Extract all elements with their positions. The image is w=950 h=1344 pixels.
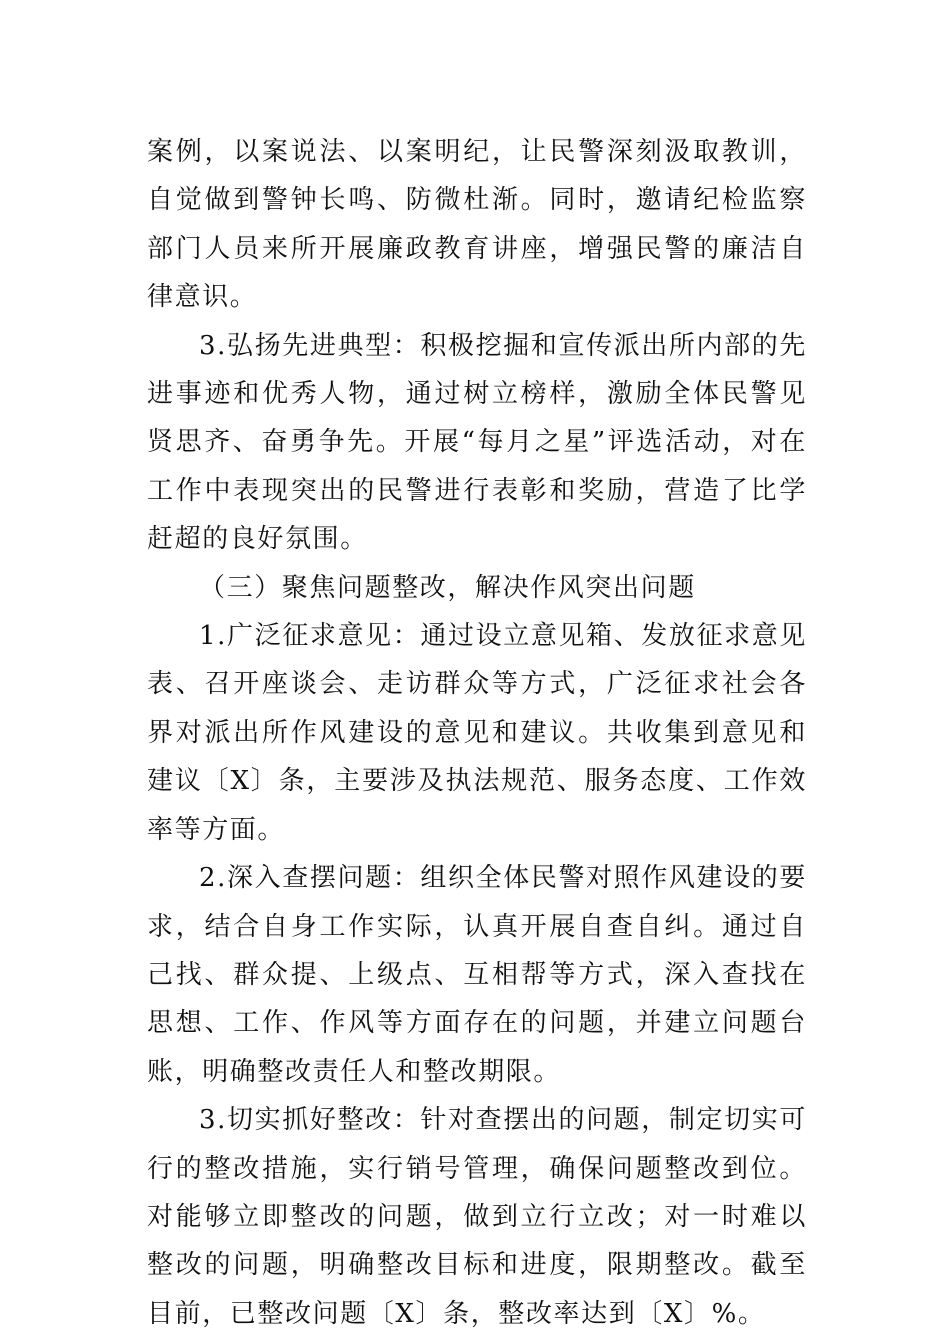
paragraph-case-study: 案例，以案说法、以案明纪，让民警深刻汲取教训，自觉做到警钟长鸣、防微杜渐。同时，邀请纪检监察部门人员来所开展廉政教育讲座，增强民警的廉洁自律意识。 xyxy=(147,137,807,313)
document-body xyxy=(147,128,807,1338)
paragraph-solicit-opinions: 1.广泛征求意见：通过设立意见箱、发放征求意见表、召开座谈会、走访群众等方式，广泛征求社会各界对派出所作风建设的意见和建议。共收集到意见和建议〔X〕条，主要涉及执法规范、服务态度、工作效率等方面。 xyxy=(147,621,807,845)
paragraph-rectify-problems: 3.切实抓好整改：针对查摆出的问题，制定切实可行的整改措施，实行销号管理，确保问题整改到位。对能够立即整改的问题，做到立行立改；对一时难以整改的问题，明确整改目标和进度，限期整改。截至目前，已整改问题〔X〕条，整改率达到〔X〕%。 xyxy=(147,1105,807,1329)
paragraph-promote-models: 3.弘扬先进典型：积极挖掘和宣传派出所内部的先进事迹和优秀人物，通过树立榜样，激励全体民警见贤思齐、奋勇争先。开展“每月之星”评选活动，对在工作中表现突出的民警进行表彰和奖励，营造了比学赶超的良好氛围。 xyxy=(147,330,807,555)
paragraph-identify-problems: 2.深入查摆问题：组织全体民警对照作风建设的要求，结合自身工作实际，认真开展自查自纠。通过自己找、群众提、上级点、互相帮等方式，深入查找在思想、工作、作风等方面存在的问题，并建立问题台账，明确整改责任人和整改期限。 xyxy=(147,863,807,1087)
section-heading-rectification: （三）聚焦问题整改，解决作风突出问题 xyxy=(199,572,696,603)
